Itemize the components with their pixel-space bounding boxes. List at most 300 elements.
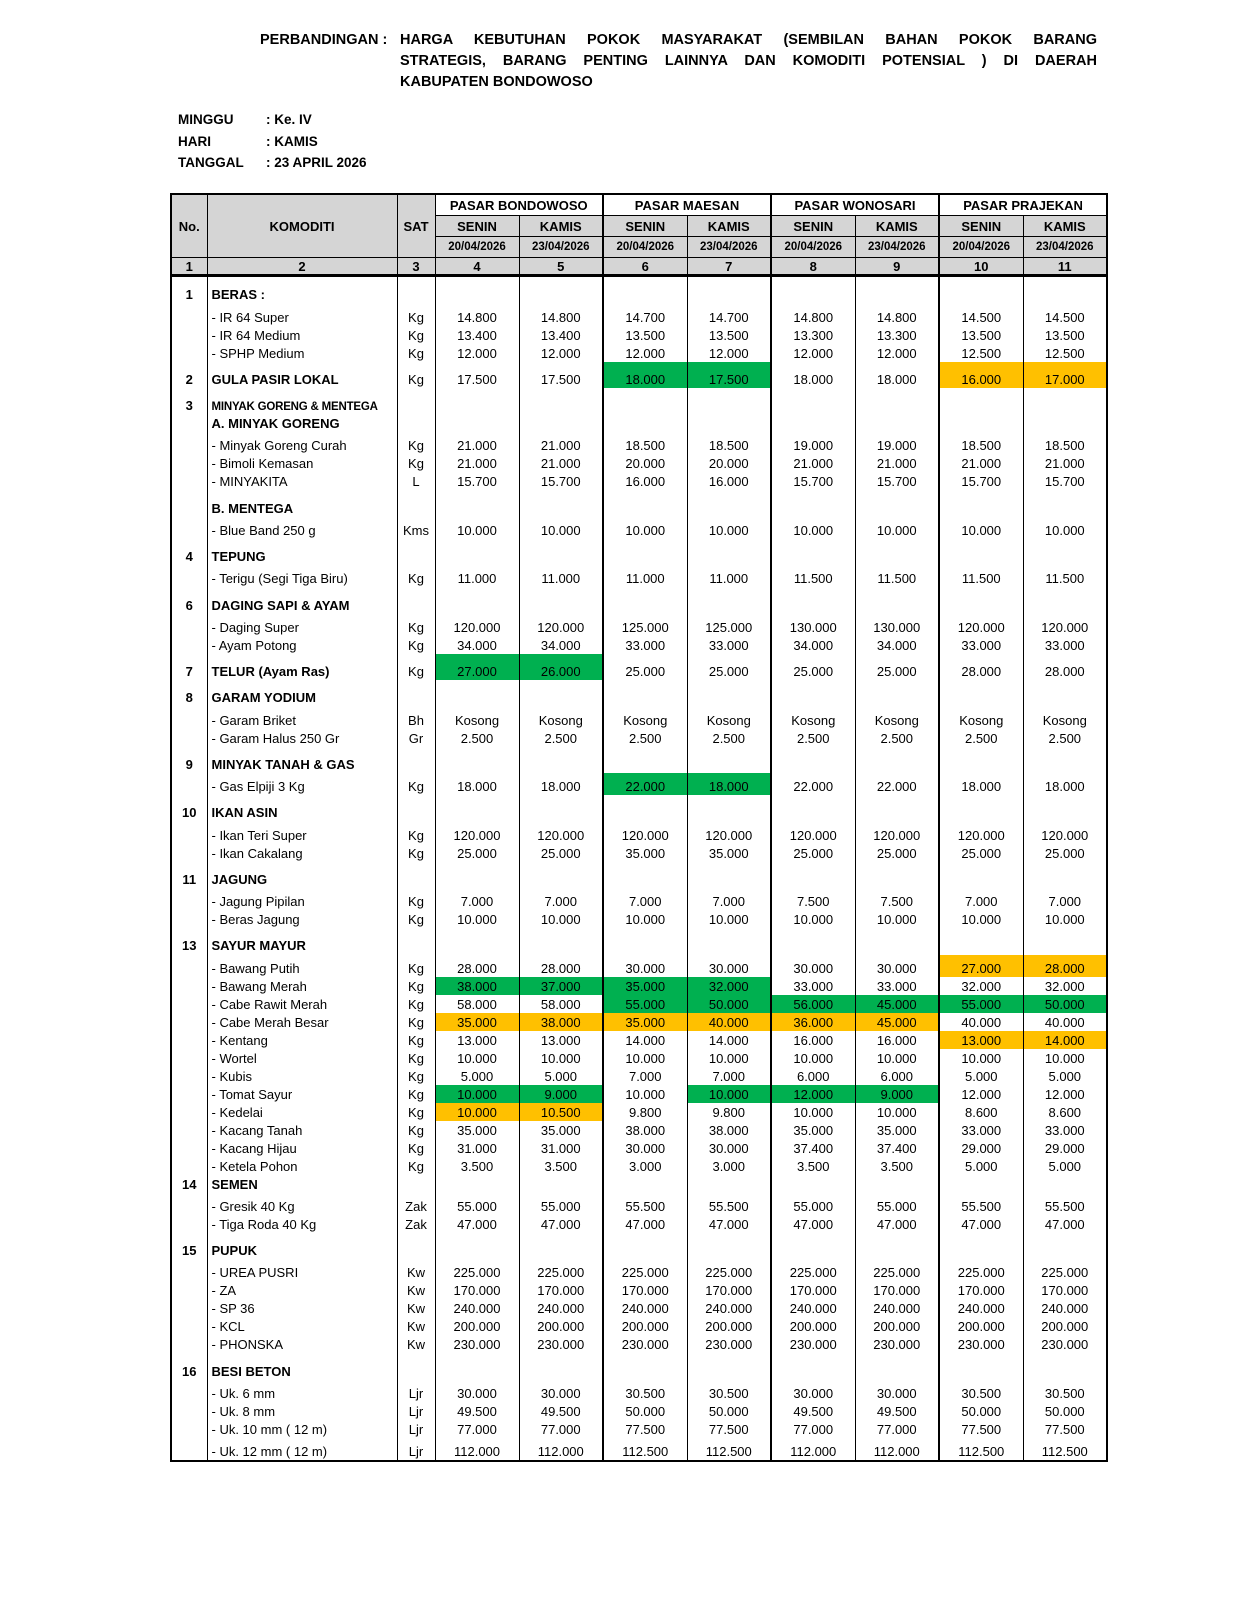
- price-cell: [687, 862, 771, 888]
- price-cell: 120.000: [1023, 614, 1107, 636]
- header-day: KAMIS: [519, 216, 603, 237]
- row-number: 2: [171, 362, 207, 388]
- price-cell: 13.000: [519, 1031, 603, 1049]
- row-number: 8: [171, 680, 207, 706]
- price-cell: 3.000: [603, 1157, 687, 1175]
- row-number: [171, 1139, 207, 1157]
- price-cell: 32.000: [939, 977, 1023, 995]
- price-cell: 35.000: [855, 1121, 939, 1139]
- column-number: 7: [687, 258, 771, 276]
- row-number: [171, 1013, 207, 1031]
- price-cell: 55.000: [519, 1193, 603, 1215]
- price-cell: 5.000: [1023, 1067, 1107, 1085]
- price-cell: 18.000: [855, 362, 939, 388]
- price-cell: 12.000: [771, 344, 855, 362]
- price-cell: 35.000: [603, 844, 687, 862]
- unit: Kg: [397, 362, 435, 388]
- price-cell: 58.000: [435, 995, 519, 1013]
- commodity-name: TELUR (Ayam Ras): [207, 654, 397, 680]
- unit: Ljr: [397, 1380, 435, 1402]
- header-day: SENIN: [603, 216, 687, 237]
- unit: Kg: [397, 1049, 435, 1067]
- price-cell: 30.500: [687, 1380, 771, 1402]
- row-number: [171, 304, 207, 326]
- table-row: [171, 304, 1107, 326]
- price-cell: Kosong: [939, 707, 1023, 729]
- price-cell: [855, 1233, 939, 1259]
- unit: [397, 276, 435, 304]
- commodity-name: - Minyak Goreng Curah: [207, 432, 397, 454]
- price-cell: 10.000: [939, 517, 1023, 539]
- price-cell: 47.000: [855, 1215, 939, 1233]
- table-row: [171, 1282, 1107, 1300]
- price-cell: [1023, 795, 1107, 821]
- price-cell: 50.000: [939, 1402, 1023, 1420]
- commodity-name: - Bawang Putih: [207, 955, 397, 977]
- unit: Zak: [397, 1193, 435, 1215]
- price-cell: 25.000: [771, 654, 855, 680]
- price-cell: 13.500: [1023, 326, 1107, 344]
- price-cell: 10.000: [435, 1049, 519, 1067]
- price-cell: 30.000: [687, 955, 771, 977]
- row-number: [171, 1121, 207, 1139]
- price-cell: [1023, 680, 1107, 706]
- price-cell: 10.000: [435, 1103, 519, 1121]
- price-cell: 77.500: [603, 1420, 687, 1438]
- price-cell: 10.500: [519, 1103, 603, 1121]
- commodity-name: GARAM YODIUM: [207, 680, 397, 706]
- row-number: [171, 977, 207, 995]
- price-cell: 8.600: [1023, 1103, 1107, 1121]
- price-cell: 225.000: [939, 1259, 1023, 1281]
- price-cell: 28.000: [519, 955, 603, 977]
- commodity-name: - Ikan Cakalang: [207, 844, 397, 862]
- price-cell: 21.000: [519, 432, 603, 454]
- unit: [397, 588, 435, 614]
- price-cell: 18.500: [603, 432, 687, 454]
- price-cell: 125.000: [687, 614, 771, 636]
- price-cell: 3.500: [771, 1157, 855, 1175]
- price-cell: 170.000: [939, 1282, 1023, 1300]
- price-cell: 200.000: [603, 1318, 687, 1336]
- price-cell: 120.000: [519, 822, 603, 844]
- price-cell: 10.000: [435, 910, 519, 928]
- row-number: [171, 1420, 207, 1438]
- table-row: [171, 326, 1107, 344]
- price-cell: 112.500: [1023, 1438, 1107, 1461]
- price-cell: [687, 491, 771, 517]
- price-cell: [855, 539, 939, 565]
- price-cell: [603, 1175, 687, 1193]
- price-cell: [603, 388, 687, 414]
- price-cell: 11.000: [519, 565, 603, 587]
- row-number: [171, 636, 207, 654]
- price-cell: 47.000: [519, 1215, 603, 1233]
- price-cell: 25.000: [687, 654, 771, 680]
- price-cell: 47.000: [603, 1215, 687, 1233]
- report-title: [0, 0, 1100, 93]
- unit: Kg: [397, 1157, 435, 1175]
- price-cell: [435, 539, 519, 565]
- price-cell: 120.000: [771, 822, 855, 844]
- row-number: [171, 1103, 207, 1121]
- price-cell: 35.000: [519, 1121, 603, 1139]
- price-cell: 12.500: [1023, 344, 1107, 362]
- price-cell: 16.000: [939, 362, 1023, 388]
- row-number: [171, 432, 207, 454]
- price-cell: 15.700: [939, 473, 1023, 491]
- price-cell: [771, 795, 855, 821]
- price-cell: 77.500: [687, 1420, 771, 1438]
- price-cell: 240.000: [519, 1300, 603, 1318]
- unit: [397, 680, 435, 706]
- table-row: [171, 362, 1107, 388]
- price-cell: [855, 795, 939, 821]
- table-row: [171, 1318, 1107, 1336]
- price-cell: 18.500: [1023, 432, 1107, 454]
- unit: Kw: [397, 1259, 435, 1281]
- table-row: [171, 1049, 1107, 1067]
- price-cell: 8.600: [939, 1103, 1023, 1121]
- price-cell: 30.000: [687, 1139, 771, 1157]
- price-cell: 170.000: [1023, 1282, 1107, 1300]
- price-cell: [1023, 1354, 1107, 1380]
- price-cell: [687, 539, 771, 565]
- price-cell: 10.000: [435, 1085, 519, 1103]
- meta-value: : Ke. IV: [266, 112, 312, 128]
- price-cell: [855, 680, 939, 706]
- price-cell: 120.000: [519, 614, 603, 636]
- price-cell: 31.000: [435, 1139, 519, 1157]
- table-row: [171, 276, 1107, 304]
- commodity-name: A. MINYAK GORENG: [207, 414, 397, 432]
- price-cell: [435, 1233, 519, 1259]
- price-cell: 7.000: [519, 888, 603, 910]
- unit: [397, 491, 435, 517]
- commodity-name: DAGING SAPI & AYAM: [207, 588, 397, 614]
- price-cell: 13.300: [855, 326, 939, 344]
- unit: Kg: [397, 977, 435, 995]
- table-row: [171, 1013, 1107, 1031]
- price-cell: [855, 388, 939, 414]
- price-cell: 33.000: [687, 636, 771, 654]
- price-cell: 30.000: [603, 1139, 687, 1157]
- table-row: [171, 614, 1107, 636]
- price-cell: 13.500: [603, 326, 687, 344]
- commodity-name: - ZA: [207, 1282, 397, 1300]
- price-cell: [939, 1354, 1023, 1380]
- price-cell: 240.000: [435, 1300, 519, 1318]
- price-cell: 120.000: [435, 614, 519, 636]
- price-cell: 230.000: [435, 1336, 519, 1354]
- unit: Ljr: [397, 1438, 435, 1461]
- price-cell: 50.000: [1023, 995, 1107, 1013]
- price-cell: 45.000: [855, 1013, 939, 1031]
- table-row: [171, 1336, 1107, 1354]
- price-cell: [435, 491, 519, 517]
- price-cell: [687, 680, 771, 706]
- unit: Kw: [397, 1318, 435, 1336]
- table-row: [171, 1157, 1107, 1175]
- price-cell: 112.000: [435, 1438, 519, 1461]
- row-number: [171, 455, 207, 473]
- price-cell: 225.000: [519, 1259, 603, 1281]
- row-number: [171, 888, 207, 910]
- header-sat: SAT: [397, 194, 435, 258]
- price-cell: 25.000: [603, 654, 687, 680]
- price-cell: 28.000: [939, 654, 1023, 680]
- price-cell: 18.000: [771, 362, 855, 388]
- row-number: 6: [171, 588, 207, 614]
- table-row: [171, 1354, 1107, 1380]
- price-cell: Kosong: [435, 707, 519, 729]
- price-cell: 33.000: [771, 977, 855, 995]
- table-row: [171, 1067, 1107, 1085]
- price-cell: [435, 1354, 519, 1380]
- price-cell: [939, 539, 1023, 565]
- table-row: [171, 1259, 1107, 1281]
- price-cell: 240.000: [1023, 1300, 1107, 1318]
- price-cell: 50.000: [687, 1402, 771, 1420]
- unit: Kg: [397, 910, 435, 928]
- price-cell: [939, 588, 1023, 614]
- price-cell: [855, 491, 939, 517]
- commodity-name: - Kubis: [207, 1067, 397, 1085]
- table-row: [171, 910, 1107, 928]
- commodity-name: BERAS :: [207, 276, 397, 304]
- price-cell: [855, 1175, 939, 1193]
- unit: Kg: [397, 995, 435, 1013]
- price-cell: 30.000: [855, 1380, 939, 1402]
- price-cell: 32.000: [1023, 977, 1107, 995]
- price-cell: [1023, 1175, 1107, 1193]
- commodity-name: - Uk. 12 mm ( 12 m): [207, 1438, 397, 1461]
- price-cell: 240.000: [687, 1300, 771, 1318]
- price-cell: 7.500: [855, 888, 939, 910]
- commodity-name: - KCL: [207, 1318, 397, 1336]
- commodity-name: - Kedelai: [207, 1103, 397, 1121]
- price-cell: [771, 414, 855, 432]
- price-cell: 20.000: [603, 455, 687, 473]
- price-cell: 15.700: [519, 473, 603, 491]
- price-cell: 5.000: [939, 1157, 1023, 1175]
- price-cell: 7.000: [687, 888, 771, 910]
- price-cell: [1023, 1233, 1107, 1259]
- unit: Kg: [397, 1067, 435, 1085]
- price-cell: 120.000: [939, 822, 1023, 844]
- price-cell: 12.000: [603, 344, 687, 362]
- price-cell: 11.000: [687, 565, 771, 587]
- commodity-name: - Uk. 6 mm: [207, 1380, 397, 1402]
- commodity-name: - Uk. 8 mm: [207, 1402, 397, 1420]
- price-cell: [687, 1354, 771, 1380]
- price-cell: [1023, 491, 1107, 517]
- price-cell: 40.000: [939, 1013, 1023, 1031]
- table-row: [171, 344, 1107, 362]
- unit: Kw: [397, 1282, 435, 1300]
- price-cell: [519, 1233, 603, 1259]
- price-cell: 33.000: [1023, 636, 1107, 654]
- table-header: [171, 194, 1107, 276]
- commodity-name: IKAN ASIN: [207, 795, 397, 821]
- price-cell: [603, 747, 687, 773]
- commodity-name: B. MENTEGA: [207, 491, 397, 517]
- price-cell: 55.500: [687, 1193, 771, 1215]
- commodity-name: BESI BETON: [207, 1354, 397, 1380]
- header-market-maesan: PASAR MAESAN: [603, 194, 771, 216]
- price-cell: 14.800: [519, 304, 603, 326]
- column-number: 5: [519, 258, 603, 276]
- row-number: [171, 1336, 207, 1354]
- price-cell: [519, 276, 603, 304]
- price-cell: 12.500: [939, 344, 1023, 362]
- table-row: [171, 995, 1107, 1013]
- price-cell: 225.000: [687, 1259, 771, 1281]
- price-cell: 12.000: [519, 344, 603, 362]
- unit: [397, 862, 435, 888]
- price-cell: [771, 539, 855, 565]
- price-cell: [939, 680, 1023, 706]
- price-cell: [435, 388, 519, 414]
- price-cell: 55.500: [939, 1193, 1023, 1215]
- commodity-name: - Ketela Pohon: [207, 1157, 397, 1175]
- header-no: No.: [171, 194, 207, 258]
- price-cell: [603, 680, 687, 706]
- price-cell: 11.000: [435, 565, 519, 587]
- price-cell: 19.000: [855, 432, 939, 454]
- row-number: [171, 1067, 207, 1085]
- price-cell: 33.000: [939, 1121, 1023, 1139]
- price-cell: [771, 588, 855, 614]
- commodity-name: GULA PASIR LOKAL: [207, 362, 397, 388]
- price-cell: [939, 795, 1023, 821]
- price-cell: 230.000: [1023, 1336, 1107, 1354]
- price-cell: 130.000: [855, 614, 939, 636]
- price-cell: 21.000: [519, 455, 603, 473]
- price-cell: 14.000: [603, 1031, 687, 1049]
- row-number: [171, 822, 207, 844]
- row-number: [171, 955, 207, 977]
- price-cell: [435, 588, 519, 614]
- price-cell: 30.000: [771, 1380, 855, 1402]
- price-cell: 25.000: [855, 844, 939, 862]
- price-cell: [1023, 414, 1107, 432]
- price-cell: 47.000: [939, 1215, 1023, 1233]
- unit: [397, 1354, 435, 1380]
- row-number: 9: [171, 747, 207, 773]
- price-cell: 55.000: [771, 1193, 855, 1215]
- column-number: 11: [1023, 258, 1107, 276]
- price-cell: 49.500: [771, 1402, 855, 1420]
- price-cell: [939, 414, 1023, 432]
- price-cell: 50.000: [603, 1402, 687, 1420]
- price-cell: 9.800: [687, 1103, 771, 1121]
- price-cell: 25.000: [771, 844, 855, 862]
- price-cell: 9.000: [855, 1085, 939, 1103]
- table-row: [171, 928, 1107, 954]
- price-cell: 33.000: [1023, 1121, 1107, 1139]
- table-row: [171, 1085, 1107, 1103]
- price-cell: 77.000: [855, 1420, 939, 1438]
- price-cell: [687, 276, 771, 304]
- unit: Kg: [397, 1031, 435, 1049]
- price-cell: [939, 862, 1023, 888]
- commodity-name: - IR 64 Super: [207, 304, 397, 326]
- commodity-name: - Gas Elpiji 3 Kg: [207, 773, 397, 795]
- unit: Kg: [397, 344, 435, 362]
- price-cell: 7.000: [1023, 888, 1107, 910]
- price-cell: 2.500: [519, 729, 603, 747]
- price-cell: 30.000: [855, 955, 939, 977]
- price-cell: 34.000: [771, 636, 855, 654]
- commodity-name: - Cabe Rawit Merah: [207, 995, 397, 1013]
- price-cell: 225.000: [435, 1259, 519, 1281]
- price-cell: [939, 747, 1023, 773]
- unit: Kg: [397, 432, 435, 454]
- price-cell: 30.500: [939, 1380, 1023, 1402]
- unit: [397, 747, 435, 773]
- header-day: KAMIS: [687, 216, 771, 237]
- price-cell: 18.000: [1023, 773, 1107, 795]
- price-cell: [687, 388, 771, 414]
- row-number: [171, 844, 207, 862]
- price-cell: [435, 928, 519, 954]
- unit: Kg: [397, 304, 435, 326]
- price-cell: 50.000: [1023, 1402, 1107, 1420]
- row-number: [171, 1402, 207, 1420]
- price-cell: 12.000: [771, 1085, 855, 1103]
- price-cell: 18.000: [519, 773, 603, 795]
- price-cell: [771, 862, 855, 888]
- header-date: 20/04/2026: [603, 237, 687, 258]
- price-cell: 47.000: [435, 1215, 519, 1233]
- price-cell: 14.700: [687, 304, 771, 326]
- price-cell: 10.000: [687, 1085, 771, 1103]
- table-row: [171, 1402, 1107, 1420]
- unit: [397, 539, 435, 565]
- price-cell: [603, 795, 687, 821]
- table-row: [171, 588, 1107, 614]
- price-cell: 34.000: [519, 636, 603, 654]
- header-day: SENIN: [771, 216, 855, 237]
- price-cell: 6.000: [855, 1067, 939, 1085]
- price-cell: 38.000: [603, 1121, 687, 1139]
- commodity-name: - Terigu (Segi Tiga Biru): [207, 565, 397, 587]
- row-number: 4: [171, 539, 207, 565]
- unit: Kg: [397, 1085, 435, 1103]
- price-cell: 21.000: [855, 455, 939, 473]
- row-number: 11: [171, 862, 207, 888]
- header-date: 20/04/2026: [771, 237, 855, 258]
- price-cell: 112.000: [855, 1438, 939, 1461]
- price-cell: 2.500: [435, 729, 519, 747]
- price-cell: 200.000: [435, 1318, 519, 1336]
- price-cell: 10.000: [519, 517, 603, 539]
- price-cell: [855, 747, 939, 773]
- price-cell: [771, 1233, 855, 1259]
- table-row: [171, 1103, 1107, 1121]
- price-cell: 170.000: [855, 1282, 939, 1300]
- price-cell: 5.000: [939, 1067, 1023, 1085]
- commodity-name: - SP 36: [207, 1300, 397, 1318]
- price-cell: [603, 928, 687, 954]
- header-market-wonosari: PASAR WONOSARI: [771, 194, 939, 216]
- price-cell: 27.000: [939, 955, 1023, 977]
- price-cell: 3.500: [519, 1157, 603, 1175]
- price-cell: 49.500: [519, 1402, 603, 1420]
- price-cell: [1023, 862, 1107, 888]
- price-cell: [771, 388, 855, 414]
